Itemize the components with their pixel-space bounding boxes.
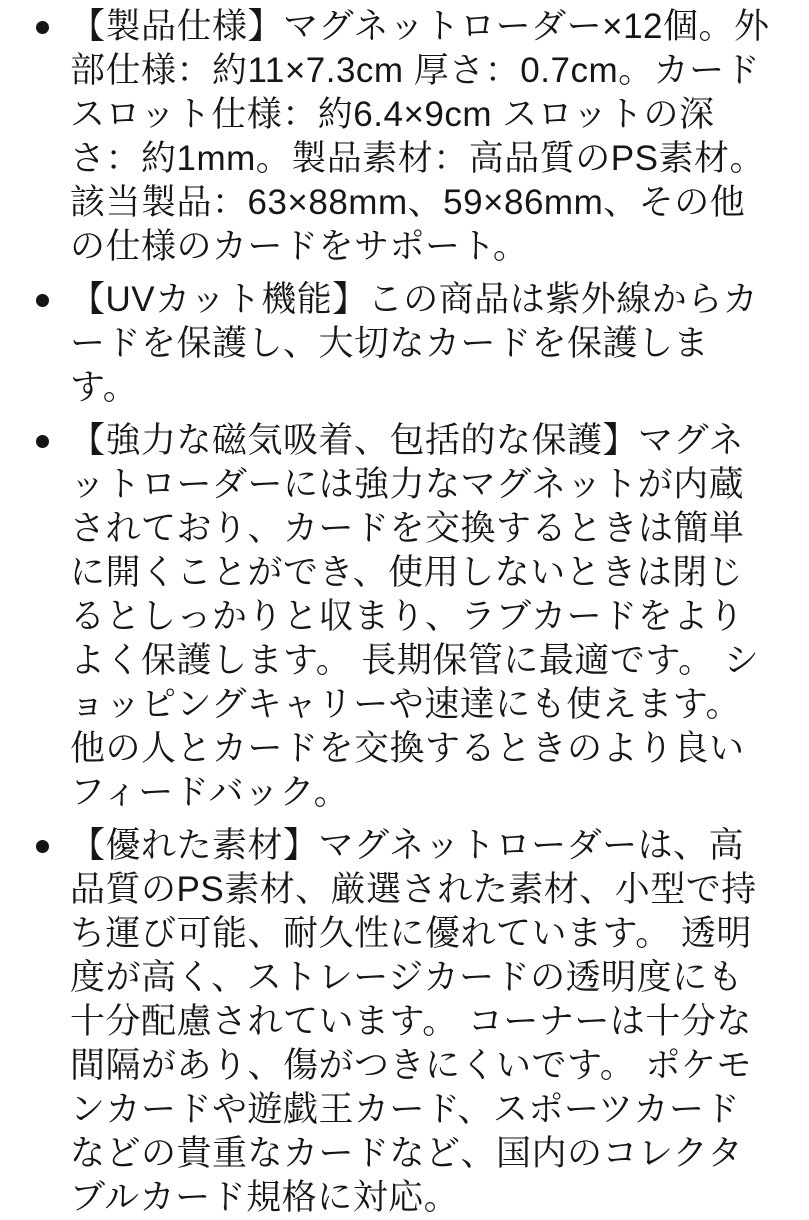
- uv-protection-bullet-text: 【UVカット機能】この商品は紫外線からカードを保護し、大切なカードを保護します。: [70, 280, 759, 407]
- magnetic-protection-bullet-text: 【強力な磁気吸着、包括的な保護】マグネットローダーには強力なマグネットが内蔵されており、カードを交換するときは簡単に開くことができ、使用しないときは閉じるとしっかりと収まり、ラブカードをよりよく保護します。 長期保管に最適です。 ショッピングキャリーや速達にも使えます。 他の人とカードを交換するときのより良いフィードバック。: [70, 421, 760, 812]
- bullet-point-icon: [36, 294, 49, 307]
- bullet-point-icon: [36, 840, 49, 853]
- list-item: [70, 278, 775, 410]
- list-item: [70, 5, 775, 269]
- list-item: [70, 824, 775, 1220]
- product-spec-bullet-text: 【製品仕様】マグネットローダー×12個。外部仕様：約11×7.3cm 厚さ：0.7cm。カードスロット仕様：約6.4×9cm スロットの深さ：約1mm。製品素材：高品質のPS素材。該当製品：63×88mm、59×86mm、その他の仕様のカードをサポート。: [70, 7, 770, 266]
- bullet-point-icon: [36, 21, 49, 34]
- material-quality-bullet-text: 【優れた素材】マグネットローダーは、高品質のPS素材、厳選された素材、小型で持ち運び可能、耐久性に優れています。 透明度が高く、ストレージカードの透明度にも十分配慮されています。 コーナーは十分な間隔があり、傷がつきにくいです。 ポケモンカードや遊戯王カード、スポーツカードなどの貴重なカードなど、国内のコレクタブルカード規格に対応。: [70, 826, 757, 1217]
- bullet-point-icon: [36, 435, 49, 448]
- list-item: [70, 419, 775, 815]
